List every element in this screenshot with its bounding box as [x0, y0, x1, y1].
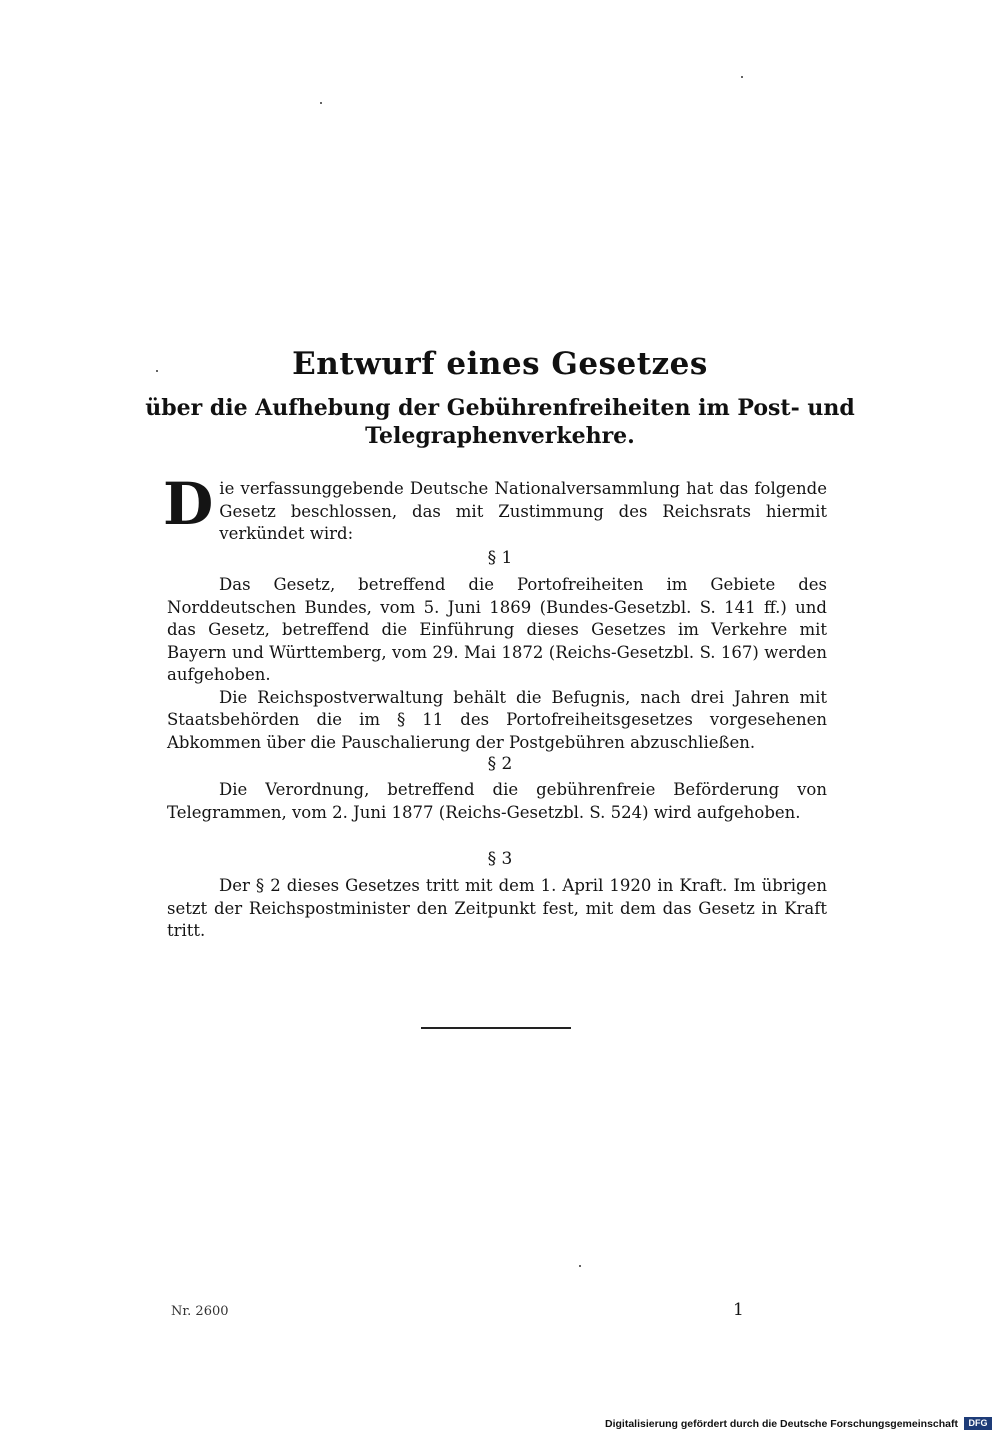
document-title: Entwurf eines Gesetzes — [292, 346, 708, 382]
section-heading-2: § 2 — [487, 754, 513, 774]
scan-speck — [741, 76, 743, 78]
section-heading-1: § 1 — [487, 548, 513, 568]
dfg-logo-text: DFG — [968, 1418, 988, 1428]
preamble — [163, 470, 827, 546]
drop-cap: D — [163, 470, 214, 538]
section-1-body — [167, 574, 827, 754]
document-subtitle-line-2: Telegraphenverkehre. — [365, 423, 635, 449]
preamble-text: ie verfassunggebende Deutsche Nationalversammlung hat das folgende Gesetz beschlossen, das mit Zustimmung des Reichsrats hiermit verkündet wird: — [219, 479, 827, 543]
section-1-paragraph-2: Die Reichspostverwaltung behält die Befugnis, nach drei Jahren mit Staatsbehörden die im § 11 des Portofreiheitsgesetzes vorgesehenen Abkommen über die Pauschalierung der Postgebühren abzuschließen. — [167, 687, 827, 752]
section-1-paragraph-1: Das Gesetz, betreffend die Portofreiheiten im Gebiete des Norddeutschen Bundes, vom 5. Juni 1869 (Bundes-Gesetzbl. S. 141 ff.) und das Gesetz, betreffend die Einführung dieses Gesetzes im Verkehre mit Bayern und Württemberg, vom 29. Mai 1872 (Reichs-Gesetzbl. S. 167) werden aufgehoben. — [167, 575, 827, 684]
section-3-paragraph-1: Der § 2 dieses Gesetzes tritt mit dem 1. April 1920 in Kraft. Im übrigen setzt der Reichspostminister den Zeitpunkt fest, mit dem das Gesetz in Kraft tritt. — [167, 876, 827, 940]
dfg-logo — [964, 1417, 992, 1430]
document-subtitle-line-1: über die Aufhebung der Gebührenfreiheiten im Post- und — [145, 395, 855, 421]
page-number: 1 — [733, 1300, 744, 1320]
section-2-paragraph-1: Die Verordnung, betreffend die gebührenfreie Beförderung von Telegrammen, vom 2. Juni 1877 (Reichs-Gesetzbl. S. 524) wird aufgehoben. — [167, 780, 827, 822]
section-2-body — [167, 779, 827, 824]
section-heading-3: § 3 — [487, 849, 513, 869]
document-number: Nr. 2600 — [171, 1304, 229, 1319]
scan-speck — [579, 1265, 581, 1267]
digitization-funding-note: Digitalisierung gefördert durch die Deutsche Forschungsgemeinschaft — [605, 1418, 958, 1430]
closing-rule — [421, 1027, 571, 1029]
section-3-body — [167, 875, 827, 943]
scan-speck — [320, 102, 322, 104]
